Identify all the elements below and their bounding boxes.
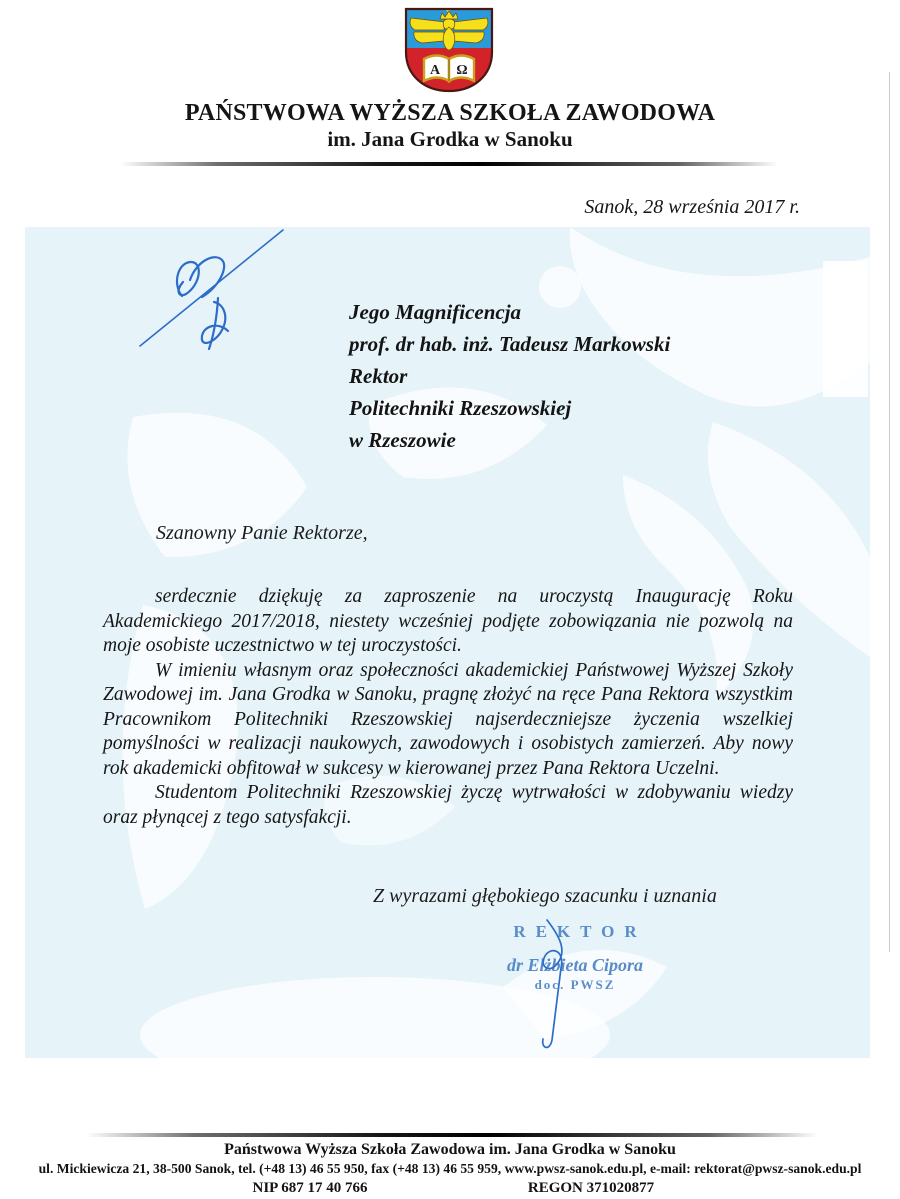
closing-line: Z wyrazami głębokiego szacunku i uznania — [373, 885, 717, 907]
footer-university-name: Państwowa Wyższa Szkoła Zawodowa im. Jana Grodka w Sanoku — [224, 1141, 676, 1158]
letter-body — [103, 585, 793, 830]
stamp-name: dr Elżbieta Cipora — [506, 955, 644, 975]
university-name: PAŃSTWOWA WYŻSZA SZKOŁA ZAWODOWA — [184, 100, 716, 126]
footer-nip: NIP 687 17 40 766 — [252, 1180, 368, 1196]
crest-alpha-letter: Α — [429, 63, 441, 78]
stamp-suffix: doc. PWSZ — [534, 977, 616, 992]
crest-open-book-icon — [424, 56, 474, 82]
university-subtitle: im. Jana Grodka w Sanoku — [327, 127, 573, 151]
scan-edge-line — [889, 72, 890, 952]
header-divider — [120, 162, 778, 166]
crest-omega-letter: Ω — [456, 63, 468, 78]
recipient-line: w Rzeszowie — [349, 428, 456, 452]
handwritten-signature — [525, 912, 595, 1057]
footer-address-line: ul. Mickiewicza 21, 38-500 Sanok, tel. (+48 13) 46 55 950, fax (+48 13) 46 55 959, www.pwsz-sanok.edu.pl, e-mail: rektorat@pwsz-sanok.edu.pl — [38, 1161, 862, 1176]
recipient-line: Politechniki Rzeszowskiej — [349, 396, 572, 420]
recipient-block — [349, 296, 670, 456]
body-paragraph-2: W imieniu własnym oraz społeczności akademickiej Państwowej Wyższej Szkoły Zawodowej im. Jana Grodka w Sanoku, pragnę złożyć na ręce Pana Rektora wszystkim Pracownikom Politechniki Rzeszowskiej najserdeczniejsze życzenia wszelkiej pomyślności w realizacji naukowych, zawodowych i osobistych zamierzeń. Aby nowy rok akademicki obfitował w sukcesy w kierowanej przez Pana Rektora Uczelni. — [103, 659, 793, 779]
date-line: Sanok, 28 września 2017 r. — [584, 196, 800, 218]
footer-divider — [86, 1133, 818, 1137]
recipient-line: Rektor — [349, 364, 408, 388]
body-paragraph-3: Studentom Politechniki Rzeszowskiej życzę wytrwałości w zdobywaniu wiedzy oraz płynącej z tego satysfakcji. — [103, 782, 793, 828]
handwritten-annotation — [130, 222, 300, 357]
stamp-title: REKTOR — [513, 922, 647, 941]
body-paragraph-1: serdecznie dziękuję za zaproszenie na uroczystą Inaugurację Roku Akademickiego 2017/2018, niestety wcześniej podjęte zobowiązania nie pozwolą na moje osobiste uczestnictwo w tej uroczystości. — [103, 586, 793, 656]
salutation: Szanowny Panie Rektorze, — [156, 522, 368, 544]
recipient-line: Jego Magnificencja — [349, 300, 522, 324]
recipient-line: prof. dr hab. inż. Tadeusz Markowski — [349, 332, 671, 356]
footer-regon: REGON 371020877 — [527, 1180, 655, 1196]
university-crest — [401, 5, 497, 95]
